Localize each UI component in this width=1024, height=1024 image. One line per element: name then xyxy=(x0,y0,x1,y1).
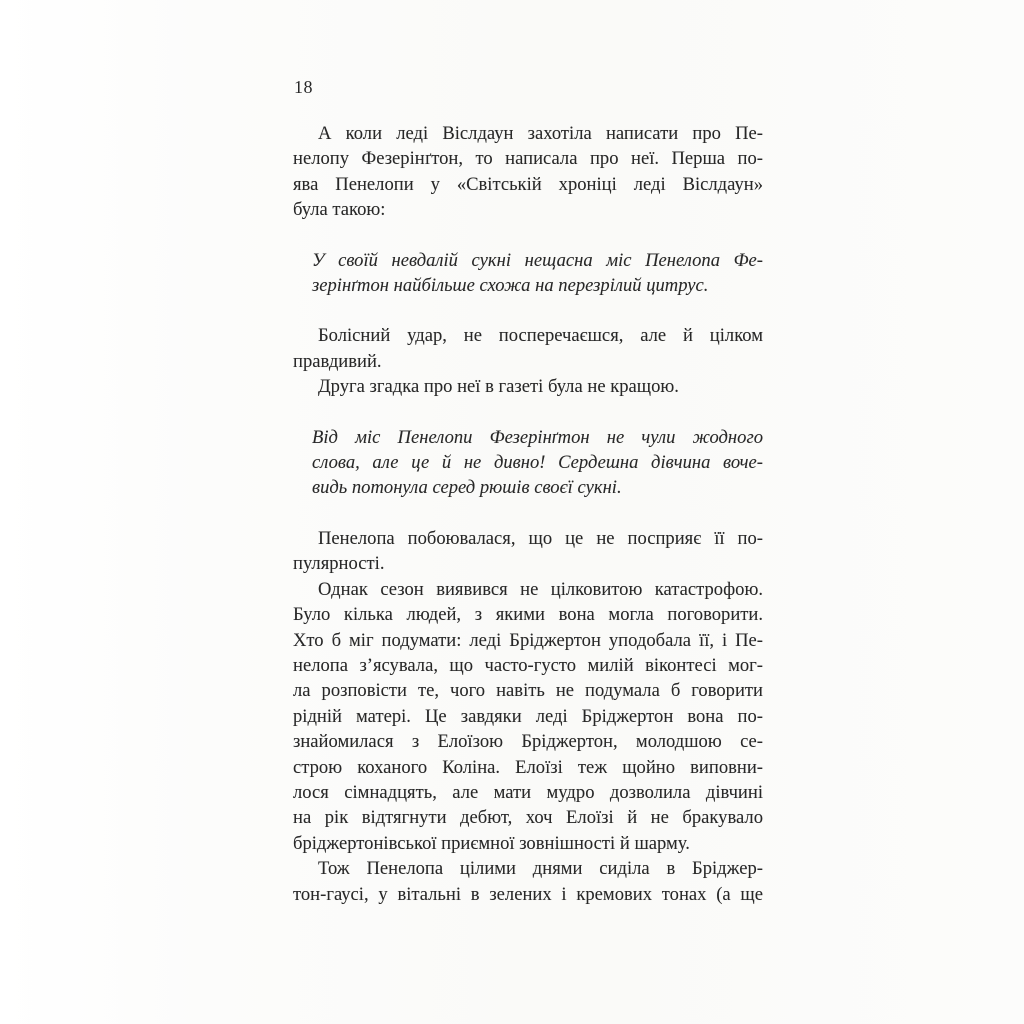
paragraph xyxy=(293,374,763,399)
paragraph xyxy=(293,323,763,374)
page-number: 18 xyxy=(294,77,313,97)
text-line: Було кілька людей, з якими вона могла поговорити. xyxy=(293,604,763,626)
paragraph xyxy=(293,121,763,223)
text-line: Болісний удар, не посперечаєшся, але й цілком xyxy=(318,325,763,347)
text-line: Від міс Пенелопи Фезерінґтон не чули жодного xyxy=(312,426,763,448)
text-line: Однак сезон виявився не цілковитою катастрофою. xyxy=(318,578,763,600)
page-text xyxy=(293,121,763,907)
text-line: ла розповісти те, чого навіть не подумала б говорити xyxy=(293,680,763,702)
text-line: нелопу Фезерінґтон, то написала про неї. Перша по- xyxy=(293,148,763,170)
text-line: на рік відтягнути дебют, хоч Елоїзі й не бракувало xyxy=(293,807,763,829)
text-line: нелопа з’ясувала, що часто-густо милій віконтесі мог- xyxy=(293,654,763,676)
paragraph xyxy=(293,856,763,907)
quote-block xyxy=(293,425,763,501)
text-line: зерінґтон найбільше схожа на перезрілий цитрус. xyxy=(312,275,709,297)
text-line: Тож Пенелопа цілими днями сиділа в Бріджер- xyxy=(318,858,763,880)
paragraph xyxy=(293,577,763,856)
text-line: тон-гаусі, у вітальні в зелених і кремових тонах (а ще xyxy=(293,883,763,905)
text-line: Пенелопа побоювалася, що це не посприяє її по- xyxy=(318,527,763,549)
text-line: А коли леді Віслдаун захотіла написати про Пе- xyxy=(318,123,763,144)
text-line: знайомилася з Елоїзою Бріджертон, молодшою се- xyxy=(293,731,763,753)
quote-block xyxy=(293,248,763,299)
text-line: бріджертонівської приємної зовнішності й шарму. xyxy=(293,832,690,854)
text-line: видь потонула серед рюшів своєї сукні. xyxy=(312,477,622,499)
text-line: ява Пенелопи у «Світській хроніці леді Віслдаун» xyxy=(293,173,763,195)
text-line: була такою: xyxy=(293,199,386,221)
text-line: пулярності. xyxy=(293,553,385,575)
paragraph xyxy=(293,526,763,577)
text-line: слова, але це й не дивно! Сердешна дівчина воче- xyxy=(312,452,763,474)
text-line: рідній матері. Це завдяки леді Бріджертон вона по- xyxy=(293,705,763,727)
text-line: Друга згадка про неї в газеті була не кращою. xyxy=(318,376,679,398)
text-line: лося сімнадцять, але мати мудро дозволила дівчині xyxy=(293,781,763,803)
text-line: У своїй невдалій сукні нещасна міс Пенелопа Фе- xyxy=(312,249,763,271)
text-line: Хто б міг подумати: леді Бріджертон уподобала її, і Пе- xyxy=(293,629,763,651)
text-line: строю коханого Коліна. Елоїзі теж щойно виповни- xyxy=(293,756,763,778)
text-line: правдивий. xyxy=(293,350,382,372)
